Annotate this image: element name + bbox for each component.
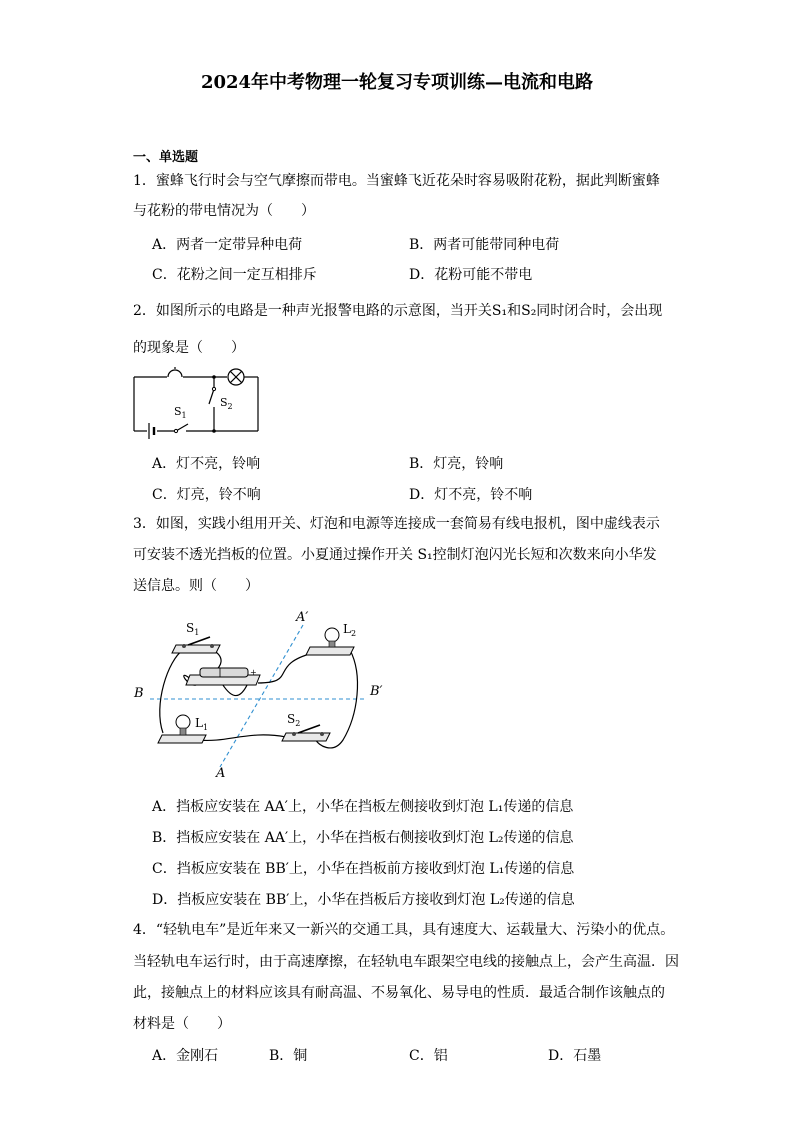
question-2-option-a[interactable]: A．灯不亮，铃响 bbox=[152, 456, 261, 472]
label-S1: $S_1$ bbox=[186, 621, 200, 637]
telegraph-circuit-diagram bbox=[128, 605, 388, 783]
label-b: B bbox=[134, 686, 144, 701]
question-3-stem-line3: 送信息。则（ ） bbox=[133, 578, 259, 594]
question-4-stem-line2: 当轻轨电车运行时，由于高速摩擦，在轻轨电车跟架空电线的接触点上，会产生高温．因 bbox=[133, 954, 679, 970]
question-3-stem-line2: 可安装不透光挡板的位置。小夏通过操作开关 S₁控制灯泡闪光长短和次数来向小华发 bbox=[133, 547, 657, 563]
question-4-option-a[interactable]: A．金刚石 bbox=[152, 1048, 219, 1064]
question-2-option-c[interactable]: C．灯亮，铃不响 bbox=[152, 487, 261, 503]
switch-s1 bbox=[172, 637, 220, 653]
label-L1: $L_1$ bbox=[195, 716, 209, 732]
question-1-option-a[interactable]: A．两者一定带异种电荷 bbox=[152, 237, 303, 253]
switch-s2 bbox=[282, 725, 330, 741]
question-1-option-b[interactable]: B．两者可能带同种电荷 bbox=[409, 237, 560, 253]
label-s2: $S_2$ bbox=[220, 396, 233, 411]
question-2-option-d[interactable]: D．灯不亮，铃不响 bbox=[409, 487, 533, 503]
question-1-stem-line1: 1．蜜蜂飞行时会与空气摩擦而带电。当蜜蜂飞近花朵时容易吸附花粉，据此判断蜜蜂 bbox=[133, 173, 660, 189]
label-a-prime: A′ bbox=[296, 610, 309, 625]
question-4-option-c[interactable]: C．铝 bbox=[409, 1048, 448, 1064]
question-3-option-d[interactable]: D．挡板应安装在 BB′上，小华在挡板后方接收到灯泡 L₂传递的信息 bbox=[152, 892, 575, 908]
question-3-stem-line1: 3．如图，实践小组用开关、灯泡和电源等连接成一套简易有线电报机，图中虚线表示 bbox=[133, 516, 660, 532]
label-plus: + bbox=[250, 668, 257, 677]
question-4-stem-line1: 4．“轻轨电车”是近年来又一新兴的交通工具，具有速度大、运载量大、污染小的优点。 bbox=[133, 922, 675, 938]
question-3-option-c[interactable]: C．挡板应安装在 BB′上，小华在挡板前方接收到灯泡 L₁传递的信息 bbox=[152, 861, 575, 877]
switch-s2-lever bbox=[209, 389, 214, 404]
question-1-stem-line2: 与花粉的带电情况为（ ） bbox=[133, 203, 315, 219]
question-4-option-d[interactable]: D．石墨 bbox=[548, 1048, 602, 1064]
label-S2: $S_2$ bbox=[287, 712, 301, 728]
section-heading: 一、单选题 bbox=[133, 150, 199, 165]
junction-dot bbox=[212, 429, 216, 433]
question-4-stem-line4: 材料是（ ） bbox=[133, 1016, 231, 1032]
battery bbox=[186, 668, 260, 685]
label-b-prime: B′ bbox=[370, 684, 383, 699]
switch-s2-contact bbox=[212, 387, 215, 390]
question-4-stem-line3: 此，接触点上的材料应该具有耐高温、不易氧化、易导电的性质．最适合制作该触点的 bbox=[133, 985, 665, 1001]
alarm-circuit-diagram bbox=[130, 363, 264, 441]
question-3-option-a[interactable]: A．挡板应安装在 AA′上，小华在挡板左侧接收到灯泡 L₁传递的信息 bbox=[152, 799, 574, 815]
label-s1: $S_1$ bbox=[174, 405, 187, 420]
label-L2: $L_2$ bbox=[343, 622, 357, 638]
page-title: 2024年中考物理一轮复习专项训练—电流和电路 bbox=[200, 72, 594, 93]
question-3-option-b[interactable]: B．挡板应安装在 AA′上，小华在挡板右侧接收到灯泡 L₂传递的信息 bbox=[152, 830, 574, 846]
switch-s1-contact bbox=[174, 429, 177, 432]
question-1-option-c[interactable]: C．花粉之间一定互相排斥 bbox=[152, 267, 317, 283]
line-aa bbox=[220, 625, 303, 767]
label-a: A bbox=[216, 766, 226, 781]
question-1-option-d[interactable]: D．花粉可能不带电 bbox=[409, 267, 533, 283]
question-4-option-b[interactable]: B．铜 bbox=[269, 1048, 308, 1064]
junction-dot bbox=[212, 375, 216, 379]
question-2-stem-line2: 的现象是（ ） bbox=[133, 340, 245, 356]
question-2-stem-line1: 2．如图所示的电路是一种声光报警电路的示意图，当开关S₁和S₂同时闭合时，会出现 bbox=[133, 303, 663, 319]
question-2-option-b[interactable]: B．灯亮，铃响 bbox=[409, 456, 504, 472]
